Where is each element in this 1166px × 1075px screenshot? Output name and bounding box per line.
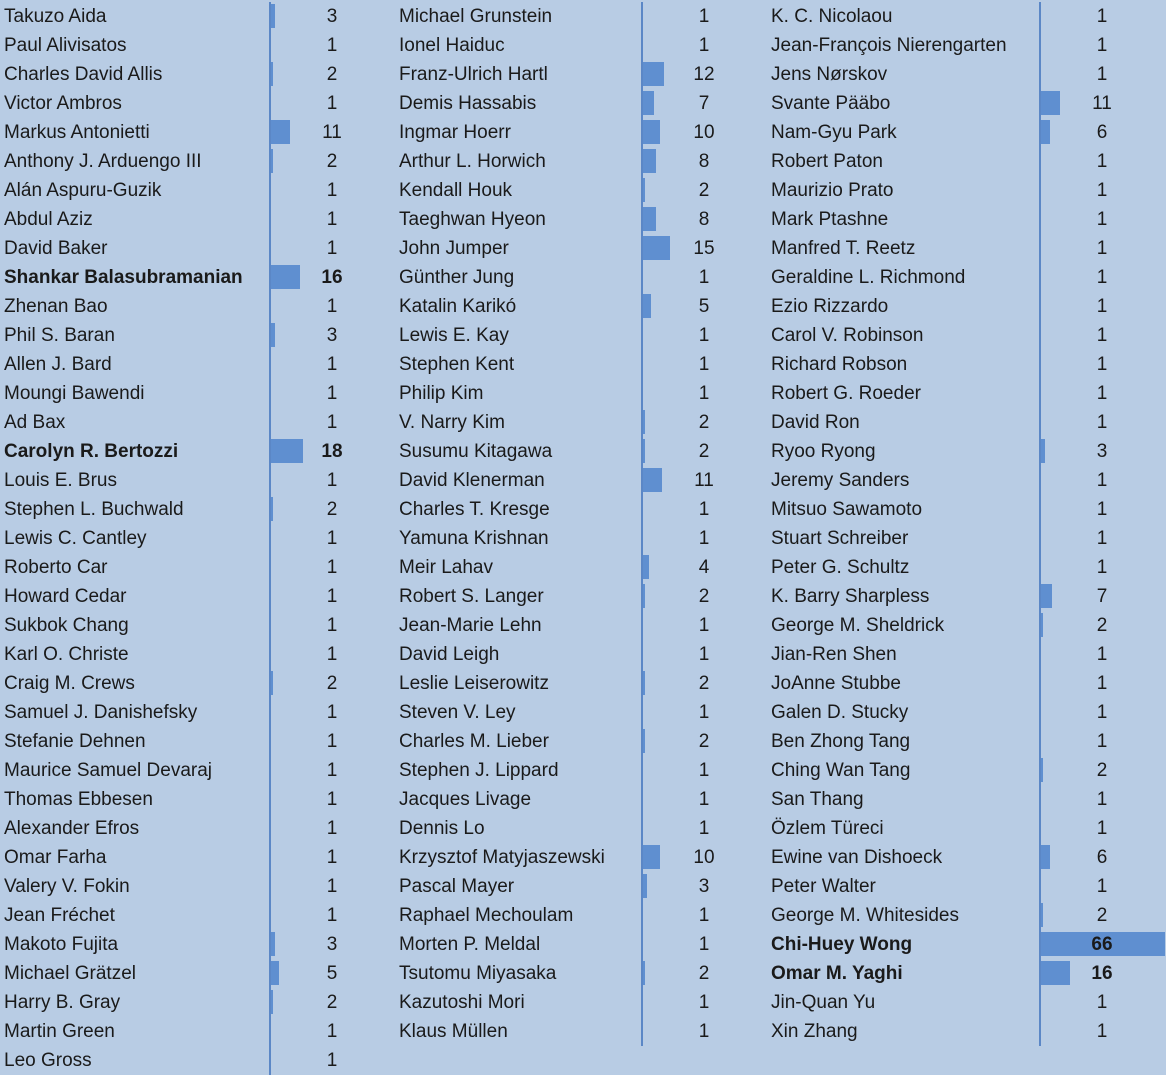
row-name-cell: Stephen L. Buchwald	[4, 499, 184, 520]
row-name-cell: Valery V. Fokin	[4, 876, 130, 897]
row-name-cell: Kazutoshi Mori	[399, 992, 525, 1013]
row-name-cell: John Jumper	[399, 238, 509, 259]
row-count-cell: 1	[326, 93, 338, 114]
row-count-cell: 2	[698, 180, 710, 201]
data-bar	[643, 961, 645, 985]
data-bar	[271, 671, 273, 695]
row-count-cell: 2	[326, 64, 338, 85]
row-count-cell: 1	[326, 818, 338, 839]
row-count-cell: 1	[326, 847, 338, 868]
row-count-cell: 1	[326, 789, 338, 810]
row-count-cell: 6	[1096, 122, 1108, 143]
row-count-cell: 1	[698, 760, 710, 781]
row-count-cell: 1	[1096, 557, 1108, 578]
row-count-cell: 1	[698, 702, 710, 723]
row-count-cell: 2	[698, 731, 710, 752]
row-count-cell: 1	[326, 644, 338, 665]
data-bar	[643, 236, 670, 260]
row-count-cell: 1	[1096, 876, 1108, 897]
row-name-cell: Philip Kim	[399, 383, 484, 404]
data-bar	[1041, 439, 1045, 463]
row-count-cell: 1	[326, 209, 338, 230]
row-count-cell: 2	[326, 499, 338, 520]
row-count-cell: 2	[698, 441, 710, 462]
row-name-cell: Dennis Lo	[399, 818, 485, 839]
row-count-cell: 16	[321, 267, 343, 288]
row-count-cell: 1	[326, 1021, 338, 1042]
row-name-cell: Xin Zhang	[771, 1021, 858, 1042]
data-bar	[643, 410, 645, 434]
row-name-cell: Ching Wan Tang	[771, 760, 911, 781]
row-name-cell: Howard Cedar	[4, 586, 127, 607]
data-bar	[643, 468, 662, 492]
row-count-cell: 10	[693, 122, 715, 143]
row-count-cell: 1	[698, 528, 710, 549]
row-count-cell: 10	[693, 847, 715, 868]
data-bar	[1041, 845, 1050, 869]
row-count-cell: 1	[698, 6, 710, 27]
row-name-cell: Richard Robson	[771, 354, 908, 375]
row-count-cell: 1	[326, 615, 338, 636]
row-name-cell: George M. Sheldrick	[771, 615, 945, 636]
row-count-cell: 1	[1096, 35, 1108, 56]
row-name-cell: Yamuna Krishnan	[399, 528, 549, 549]
row-name-cell: Ezio Rizzardo	[771, 296, 889, 317]
row-name-cell: Maurice Samuel Devaraj	[4, 760, 213, 781]
data-bar	[271, 497, 273, 521]
data-bar	[643, 178, 645, 202]
data-bar	[643, 729, 645, 753]
data-bar	[643, 555, 649, 579]
row-name-cell: Ryoo Ryong	[771, 441, 876, 462]
row-name-cell: Charles David Allis	[4, 64, 163, 85]
row-name-cell: Michael Grätzel	[4, 963, 136, 984]
data-bar	[1041, 758, 1043, 782]
data-bar	[271, 62, 273, 86]
row-name-cell: Nam-Gyu Park	[771, 122, 897, 143]
row-name-cell: Ben Zhong Tang	[771, 731, 911, 752]
row-count-cell: 7	[1096, 586, 1108, 607]
row-count-cell: 1	[326, 1050, 338, 1071]
row-name-cell: Abdul Aziz	[4, 209, 93, 230]
row-name-cell: David Leigh	[399, 644, 500, 665]
row-count-cell: 1	[1096, 238, 1108, 259]
row-count-cell: 66	[1091, 934, 1113, 955]
row-count-cell: 11	[1092, 93, 1112, 114]
row-name-cell: Karl O. Christe	[4, 644, 129, 665]
row-name-cell: Jin-Quan Yu	[771, 992, 876, 1013]
row-count-cell: 1	[1096, 64, 1108, 85]
row-name-cell: Tsutomu Miyasaka	[399, 963, 557, 984]
data-bar	[1041, 903, 1043, 927]
row-count-cell: 3	[1096, 441, 1108, 462]
row-count-cell: 1	[1096, 6, 1108, 27]
row-count-cell: 2	[326, 673, 338, 694]
row-count-cell: 1	[698, 905, 710, 926]
data-bar	[271, 961, 279, 985]
row-name-cell: David Ron	[771, 412, 860, 433]
row-count-cell: 1	[1096, 1021, 1108, 1042]
data-bar	[271, 439, 303, 463]
row-name-cell: Jean Fréchet	[4, 905, 115, 926]
row-name-cell: Takuzo Aida	[4, 6, 107, 27]
row-count-cell: 2	[1096, 615, 1108, 636]
row-name-cell: Martin Green	[4, 1021, 115, 1042]
row-count-cell: 16	[1091, 963, 1113, 984]
row-name-cell: Moungi Bawendi	[4, 383, 145, 404]
row-name-cell: JoAnne Stubbe	[771, 673, 901, 694]
row-name-cell: Ad Bax	[4, 412, 66, 433]
row-count-cell: 1	[326, 383, 338, 404]
data-bar	[271, 120, 290, 144]
row-name-cell: Charles M. Lieber	[399, 731, 549, 752]
row-name-cell: Allen J. Bard	[4, 354, 112, 375]
row-name-cell: Franz-Ulrich Hartl	[399, 64, 548, 85]
data-bar	[643, 845, 660, 869]
row-name-cell: Jens Nørskov	[771, 64, 888, 85]
row-count-cell: 1	[326, 238, 338, 259]
row-count-cell: 1	[1096, 412, 1108, 433]
row-count-cell: 1	[698, 615, 710, 636]
row-count-cell: 2	[326, 151, 338, 172]
row-name-cell: K. Barry Sharpless	[771, 586, 930, 607]
row-count-cell: 1	[326, 557, 338, 578]
row-count-cell: 1	[1096, 528, 1108, 549]
row-count-cell: 15	[693, 238, 715, 259]
row-count-cell: 5	[698, 296, 710, 317]
row-name-cell: Stephen J. Lippard	[399, 760, 559, 781]
data-bar	[643, 294, 651, 318]
data-bar	[643, 62, 664, 86]
row-count-cell: 2	[698, 412, 710, 433]
data-bar	[271, 4, 275, 28]
data-bar	[643, 584, 645, 608]
data-bar	[1041, 961, 1070, 985]
row-count-cell: 1	[1096, 702, 1108, 723]
row-name-cell: Leo Gross	[4, 1050, 92, 1071]
row-count-cell: 1	[326, 412, 338, 433]
row-count-cell: 1	[1096, 470, 1108, 491]
data-bar	[643, 874, 647, 898]
row-count-cell: 1	[698, 789, 710, 810]
row-count-cell: 1	[1096, 325, 1108, 346]
row-count-cell: 3	[326, 325, 338, 346]
row-name-cell: David Baker	[4, 238, 108, 259]
row-name-cell: San Thang	[771, 789, 864, 810]
row-name-cell: Stefanie Dehnen	[4, 731, 146, 752]
row-name-cell: Leslie Leiserowitz	[399, 673, 549, 694]
row-count-cell: 2	[698, 963, 710, 984]
row-name-cell: Ionel Haiduc	[399, 35, 505, 56]
row-name-cell: Mitsuo Sawamoto	[771, 499, 923, 520]
row-name-cell: Alexander Efros	[4, 818, 140, 839]
row-count-cell: 1	[326, 470, 338, 491]
row-count-cell: 1	[1096, 818, 1108, 839]
row-count-cell: 8	[698, 209, 710, 230]
row-name-cell: Günther Jung	[399, 267, 515, 288]
row-name-cell: Özlem Türeci	[771, 818, 884, 839]
row-name-cell: Omar Farha	[4, 847, 107, 868]
data-bar	[1041, 91, 1060, 115]
row-name-cell: Taeghwan Hyeon	[399, 209, 546, 230]
data-bar	[1041, 120, 1050, 144]
row-count-cell: 2	[1096, 760, 1108, 781]
row-name-cell: Pascal Mayer	[399, 876, 515, 897]
row-name-cell: Demis Hassabis	[399, 93, 537, 114]
row-count-cell: 1	[1096, 267, 1108, 288]
row-name-cell: Manfred T. Reetz	[771, 238, 916, 259]
row-count-cell: 1	[326, 702, 338, 723]
row-count-cell: 1	[698, 992, 710, 1013]
row-name-cell: Raphael Mechoulam	[399, 905, 574, 926]
row-name-cell: Peter G. Schultz	[771, 557, 910, 578]
row-name-cell: V. Narry Kim	[399, 412, 505, 433]
row-name-cell: Robert Paton	[771, 151, 883, 172]
row-name-cell: Sukbok Chang	[4, 615, 129, 636]
row-count-cell: 2	[698, 673, 710, 694]
row-name-cell: Harry B. Gray	[4, 992, 121, 1013]
row-count-cell: 18	[321, 441, 343, 462]
row-name-cell: Alán Aspuru-Guzik	[4, 180, 162, 201]
row-name-cell: George M. Whitesides	[771, 905, 959, 926]
row-name-cell: Ewine van Dishoeck	[771, 847, 943, 868]
row-count-cell: 1	[1096, 644, 1108, 665]
row-count-cell: 1	[326, 876, 338, 897]
row-name-cell: Jacques Livage	[399, 789, 532, 810]
row-name-cell: Jean-François Nierengarten	[771, 35, 1007, 56]
row-count-cell: 1	[1096, 354, 1108, 375]
row-name-cell: Mark Ptashne	[771, 209, 889, 230]
row-name-cell: Robert S. Langer	[399, 586, 544, 607]
row-name-cell: Svante Pääbo	[771, 93, 891, 114]
row-name-cell: Susumu Kitagawa	[399, 441, 553, 462]
data-bar	[271, 932, 275, 956]
row-count-cell: 1	[1096, 296, 1108, 317]
row-count-cell: 1	[326, 528, 338, 549]
row-count-cell: 1	[698, 325, 710, 346]
row-name-cell: K. C. Nicolaou	[771, 6, 893, 27]
row-count-cell: 1	[698, 1021, 710, 1042]
row-name-cell: Jean-Marie Lehn	[399, 615, 542, 636]
data-bar	[271, 265, 300, 289]
row-count-cell: 1	[1096, 673, 1108, 694]
row-name-cell: Roberto Car	[4, 557, 108, 578]
row-name-cell: Klaus Müllen	[399, 1021, 508, 1042]
row-count-cell: 1	[1096, 151, 1108, 172]
row-name-cell: Geraldine L. Richmond	[771, 267, 966, 288]
row-count-cell: 6	[1096, 847, 1108, 868]
row-count-cell: 1	[1096, 992, 1108, 1013]
row-count-cell: 1	[698, 644, 710, 665]
row-name-cell: Maurizio Prato	[771, 180, 894, 201]
row-count-cell: 2	[698, 586, 710, 607]
row-name-cell: Carol V. Robinson	[771, 325, 924, 346]
row-name-cell: Morten P. Meldal	[399, 934, 541, 955]
row-count-cell: 5	[326, 963, 338, 984]
row-count-cell: 1	[1096, 180, 1108, 201]
row-name-cell: Shankar Balasubramanian	[4, 267, 243, 288]
row-count-cell: 11	[694, 470, 714, 491]
row-name-cell: Paul Alivisatos	[4, 35, 127, 56]
row-name-cell: Charles T. Kresge	[399, 499, 550, 520]
row-name-cell: Carolyn R. Bertozzi	[4, 441, 179, 462]
row-count-cell: 3	[326, 6, 338, 27]
row-name-cell: Jian-Ren Shen	[771, 644, 897, 665]
row-count-cell: 8	[698, 151, 710, 172]
row-name-cell: David Klenerman	[399, 470, 545, 491]
row-name-cell: Meir Lahav	[399, 557, 493, 578]
row-count-cell: 1	[698, 818, 710, 839]
row-name-cell: Victor Ambros	[4, 93, 122, 114]
row-name-cell: Galen D. Stucky	[771, 702, 909, 723]
data-bar	[643, 439, 645, 463]
row-count-cell: 1	[326, 35, 338, 56]
row-name-cell: Zhenan Bao	[4, 296, 108, 317]
row-name-cell: Markus Antonietti	[4, 122, 150, 143]
row-count-cell: 1	[1096, 383, 1108, 404]
row-name-cell: Steven V. Ley	[399, 702, 516, 723]
row-name-cell: Samuel J. Danishefsky	[4, 702, 198, 723]
row-count-cell: 1	[698, 934, 710, 955]
data-bar	[271, 149, 273, 173]
row-count-cell: 1	[326, 905, 338, 926]
row-count-cell: 1	[326, 180, 338, 201]
data-bar	[643, 207, 656, 231]
row-name-cell: Lewis E. Kay	[399, 325, 509, 346]
data-bar	[1041, 613, 1043, 637]
row-count-cell: 11	[322, 122, 342, 143]
row-name-cell: Makoto Fujita	[4, 934, 119, 955]
row-name-cell: Peter Walter	[771, 876, 876, 897]
row-count-cell: 3	[326, 934, 338, 955]
row-name-cell: Omar M. Yaghi	[771, 963, 903, 984]
row-count-cell: 1	[698, 267, 710, 288]
row-name-cell: Lewis C. Cantley	[4, 528, 147, 549]
data-bar	[1041, 584, 1052, 608]
data-bar	[643, 120, 660, 144]
data-bar	[271, 990, 273, 1014]
data-bar	[271, 323, 275, 347]
row-count-cell: 1	[698, 35, 710, 56]
row-count-cell: 1	[698, 354, 710, 375]
row-count-cell: 3	[698, 876, 710, 897]
row-count-cell: 4	[698, 557, 710, 578]
row-name-cell: Thomas Ebbesen	[4, 789, 153, 810]
row-name-cell: Ingmar Hoerr	[399, 122, 511, 143]
row-name-cell: Arthur L. Horwich	[399, 151, 546, 172]
row-name-cell: Anthony J. Arduengo III	[4, 151, 202, 172]
row-name-cell: Michael Grunstein	[399, 6, 553, 27]
row-count-cell: 7	[698, 93, 710, 114]
row-count-cell: 1	[326, 760, 338, 781]
row-name-cell: Phil S. Baran	[4, 325, 115, 346]
data-bar	[643, 671, 645, 695]
row-count-cell: 2	[1096, 905, 1108, 926]
row-name-cell: Krzysztof Matyjaszewski	[399, 847, 605, 868]
row-count-cell: 1	[326, 354, 338, 375]
row-count-cell: 1	[1096, 209, 1108, 230]
row-name-cell: Stuart Schreiber	[771, 528, 909, 549]
row-count-cell: 1	[326, 586, 338, 607]
row-name-cell: Jeremy Sanders	[771, 470, 910, 491]
row-count-cell: 1	[326, 296, 338, 317]
row-count-cell: 1	[1096, 789, 1108, 810]
row-count-cell: 12	[693, 64, 715, 85]
data-bar	[643, 149, 656, 173]
row-count-cell: 1	[698, 499, 710, 520]
row-count-cell: 1	[1096, 499, 1108, 520]
row-name-cell: Stephen Kent	[399, 354, 515, 375]
row-count-cell: 1	[1096, 731, 1108, 752]
row-name-cell: Kendall Houk	[399, 180, 513, 201]
row-count-cell: 2	[326, 992, 338, 1013]
data-bar	[643, 91, 654, 115]
row-name-cell: Chi-Huey Wong	[771, 934, 913, 955]
row-name-cell: Katalin Karikó	[399, 296, 517, 317]
row-name-cell: Robert G. Roeder	[771, 383, 921, 404]
row-name-cell: Louis E. Brus	[4, 470, 117, 491]
row-count-cell: 1	[698, 383, 710, 404]
row-name-cell: Craig M. Crews	[4, 673, 135, 694]
row-count-cell: 1	[326, 731, 338, 752]
